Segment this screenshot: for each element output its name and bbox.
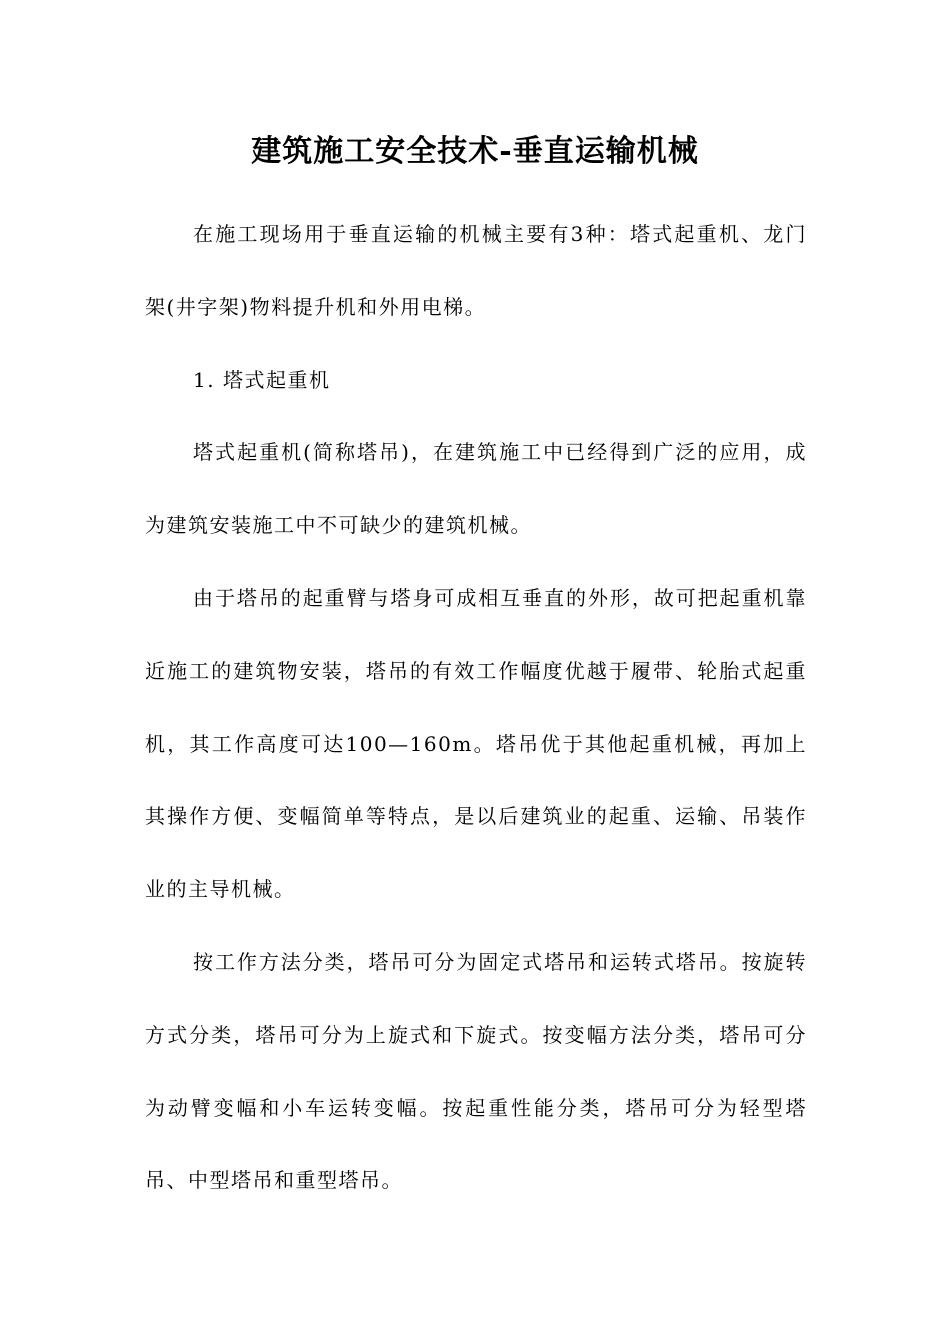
section-heading-tower-crane: 1. 塔式起重机 — [193, 367, 331, 392]
document-title: 建筑施工安全技术-垂直运输机械 — [251, 134, 699, 169]
paragraph-tower-crane-usage: 塔式起重机(简称塔吊)，在建筑施工中已经得到广泛的应用，成为建筑安装施工中不可缺少的建筑机械。 — [145, 440, 807, 538]
paragraph-intro: 在施工现场用于垂直运输的机械主要有3种：塔式起重机、龙门架(井字架)物料提升机和外用电梯。 — [145, 222, 807, 319]
document-body — [145, 198, 807, 1217]
paragraph-tower-crane-classification: 按工作方法分类，塔吊可分为固定式塔吊和运转式塔吊。按旋转方式分类，塔吊可分为上旋式和下旋式。按变幅方法分类，塔吊可分为动臂变幅和小车运转变幅。按起重性能分类，塔吊可分为轻型塔吊、中型塔吊和重型塔吊。 — [145, 949, 807, 1193]
paragraph-tower-crane-advantages: 由于塔吊的起重臂与塔身可成相互垂直的外形，故可把起重机靠近施工的建筑物安装，塔吊的有效工作幅度优越于履带、轮胎式起重机，其工作高度可达100—160m。塔吊优于其他起重机械，再加上其操作方便、变幅简单等特点，是以后建筑业的起重、运输、吊装作业的主导机械。 — [145, 585, 807, 902]
